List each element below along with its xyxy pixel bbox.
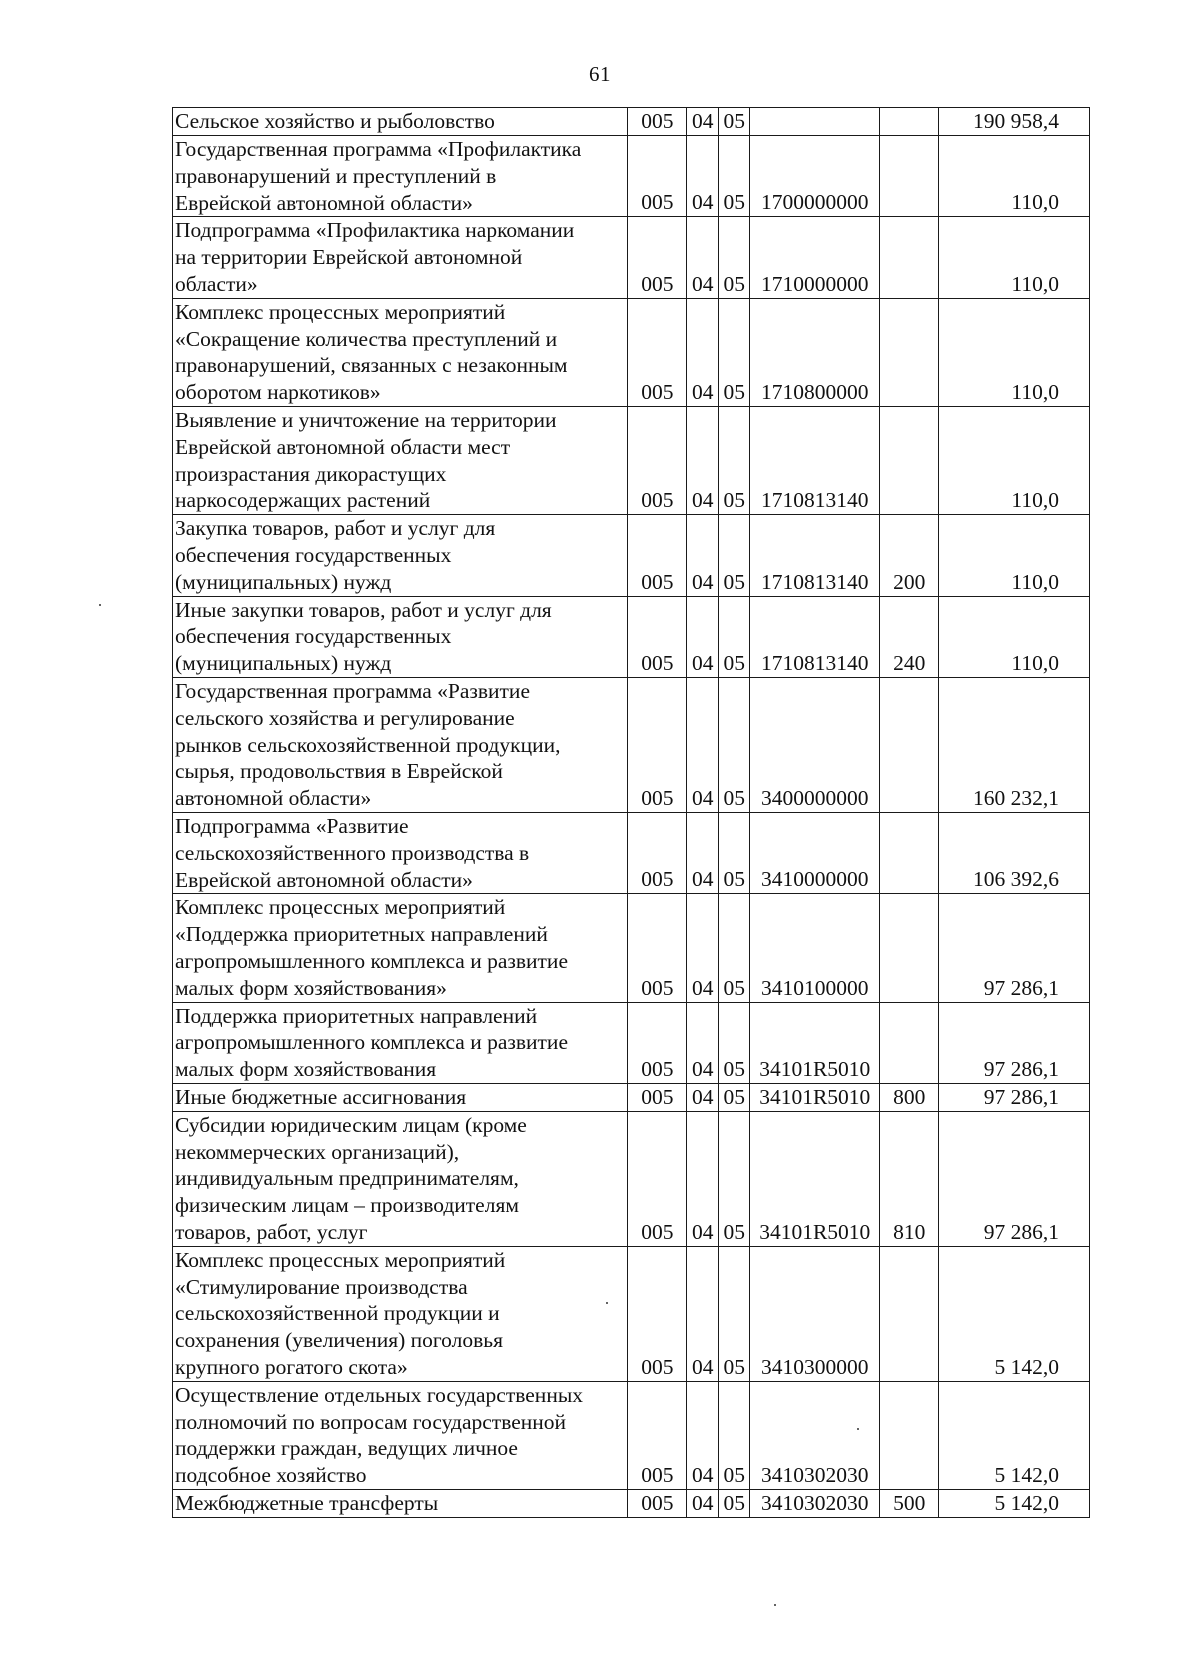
cell-name: Подпрограмма «Профилактика наркомании на территории Еврейской автономной области» [173,217,628,298]
cell-amount: 160 232,1 [939,677,1090,812]
cell-amount: 110,0 [939,298,1090,406]
cell-rz: 04 [687,1002,719,1083]
table-row [173,515,1090,596]
cell-vr [880,136,939,217]
cell-name: Выявление и уничтожение на территории Еврейской автономной области мест произрастания дикорастущих наркосодержащих растений [173,406,628,514]
table-row [173,108,1090,136]
cell-rz: 04 [687,1246,719,1381]
budget-table [172,107,1090,1518]
cell-rz: 04 [687,1381,719,1489]
table-row [173,1490,1090,1518]
cell-amount: 110,0 [939,406,1090,514]
cell-vr: 500 [880,1490,939,1518]
cell-ved: 005 [628,1083,687,1111]
cell-name: Поддержка приоритетных направлений агропромышленного комплекса и развитие малых форм хозяйствования [173,1002,628,1083]
cell-pr: 05 [719,515,750,596]
cell-rz: 04 [687,406,719,514]
cell-csr: 34101R5010 [750,1002,880,1083]
cell-amount: 5 142,0 [939,1381,1090,1489]
cell-rz: 04 [687,108,719,136]
cell-csr: 1710813140 [750,406,880,514]
cell-name: Подпрограмма «Развитие сельскохозяйственного производства в Еврейской автономной области» [173,812,628,893]
cell-rz: 04 [687,894,719,1002]
cell-name: Субсидии юридическим лицам (кроме некоммерческих организаций), индивидуальным предпринимателям, физическим лицам – производителям товаров, работ, услуг [173,1111,628,1246]
cell-pr: 05 [719,108,750,136]
cell-name: Сельское хозяйство и рыболовство [173,108,628,136]
cell-pr: 05 [719,1381,750,1489]
cell-amount: 97 286,1 [939,1002,1090,1083]
cell-pr: 05 [719,1490,750,1518]
cell-name: Комплекс процессных мероприятий «Стимулирование производства сельскохозяйственной продукции и сохранения (увеличения) поголовья крупного рогатого скота» [173,1246,628,1381]
cell-ved: 005 [628,596,687,677]
table-row [173,136,1090,217]
cell-vr [880,677,939,812]
table-row [173,1111,1090,1246]
cell-amount: 97 286,1 [939,1083,1090,1111]
cell-name: Осуществление отдельных государственных полномочий по вопросам государственной поддержки граждан, ведущих личное подсобное хозяйство [173,1381,628,1489]
cell-csr: 1710000000 [750,217,880,298]
cell-vr: 240 [880,596,939,677]
scan-speck [857,1428,859,1430]
table-body [173,108,1090,1518]
cell-rz: 04 [687,812,719,893]
scan-speck [774,1604,776,1606]
cell-ved: 005 [628,406,687,514]
table-row [173,298,1090,406]
cell-rz: 04 [687,677,719,812]
cell-ved: 005 [628,217,687,298]
cell-pr: 05 [719,217,750,298]
cell-rz: 04 [687,1083,719,1111]
cell-name: Комплекс процессных мероприятий «Поддержка приоритетных направлений агропромышленного комплекса и развитие малых форм хозяйствования» [173,894,628,1002]
table-row [173,217,1090,298]
cell-amount: 97 286,1 [939,1111,1090,1246]
table-row [173,677,1090,812]
cell-vr: 200 [880,515,939,596]
cell-csr: 1710813140 [750,596,880,677]
cell-pr: 05 [719,136,750,217]
cell-amount: 110,0 [939,515,1090,596]
cell-name: Закупка товаров, работ и услуг для обеспечения государственных (муниципальных) нужд [173,515,628,596]
cell-pr: 05 [719,1111,750,1246]
cell-ved: 005 [628,894,687,1002]
cell-ved: 005 [628,1002,687,1083]
table-row [173,1246,1090,1381]
cell-ved: 005 [628,1246,687,1381]
cell-amount: 110,0 [939,596,1090,677]
cell-vr: 800 [880,1083,939,1111]
cell-name: Государственная программа «Профилактика правонарушений и преступлений в Еврейской автономной области» [173,136,628,217]
cell-ved: 005 [628,812,687,893]
cell-ved: 005 [628,1111,687,1246]
cell-rz: 04 [687,1111,719,1246]
cell-amount: 97 286,1 [939,894,1090,1002]
cell-amount: 110,0 [939,217,1090,298]
cell-name: Государственная программа «Развитие сельского хозяйства и регулирование рынков сельскохозяйственной продукции, сырья, продовольствия в Еврейской автономной области» [173,677,628,812]
cell-pr: 05 [719,1002,750,1083]
cell-csr: 3410302030 [750,1490,880,1518]
table-row [173,894,1090,1002]
page-number: 61 [589,62,611,86]
cell-name: Иные закупки товаров, работ и услуг для обеспечения государственных (муниципальных) нужд [173,596,628,677]
cell-csr: 3400000000 [750,677,880,812]
cell-vr [880,1002,939,1083]
cell-csr: 34101R5010 [750,1111,880,1246]
cell-ved: 005 [628,1490,687,1518]
cell-ved: 005 [628,1381,687,1489]
cell-csr: 3410300000 [750,1246,880,1381]
cell-pr: 05 [719,812,750,893]
table-row [173,812,1090,893]
cell-csr: 1710800000 [750,298,880,406]
cell-amount: 190 958,4 [939,108,1090,136]
cell-vr [880,217,939,298]
cell-pr: 05 [719,677,750,812]
cell-ved: 005 [628,298,687,406]
cell-csr: 3410302030 [750,1381,880,1489]
cell-rz: 04 [687,596,719,677]
cell-csr: 3410000000 [750,812,880,893]
cell-pr: 05 [719,298,750,406]
cell-vr [880,894,939,1002]
table-row [173,596,1090,677]
cell-rz: 04 [687,298,719,406]
cell-vr [880,1381,939,1489]
cell-ved: 005 [628,677,687,812]
table-row [173,1381,1090,1489]
cell-csr: 3410100000 [750,894,880,1002]
cell-pr: 05 [719,1246,750,1381]
cell-rz: 04 [687,136,719,217]
cell-vr [880,108,939,136]
cell-pr: 05 [719,894,750,1002]
scan-speck [606,1302,608,1304]
cell-name: Иные бюджетные ассигнования [173,1083,628,1111]
cell-rz: 04 [687,515,719,596]
cell-amount: 106 392,6 [939,812,1090,893]
cell-ved: 005 [628,136,687,217]
cell-vr [880,812,939,893]
cell-vr [880,406,939,514]
cell-name: Комплекс процессных мероприятий «Сокращение количества преступлений и правонарушений, связанных с незаконным оборотом наркотиков» [173,298,628,406]
cell-csr [750,108,880,136]
cell-vr [880,298,939,406]
cell-csr: 1710813140 [750,515,880,596]
cell-rz: 04 [687,217,719,298]
cell-amount: 110,0 [939,136,1090,217]
table-row [173,1002,1090,1083]
cell-csr: 34101R5010 [750,1083,880,1111]
cell-pr: 05 [719,1083,750,1111]
cell-pr: 05 [719,596,750,677]
table-row [173,1083,1090,1111]
cell-rz: 04 [687,1490,719,1518]
cell-name: Межбюджетные трансферты [173,1490,628,1518]
cell-ved: 005 [628,108,687,136]
cell-vr [880,1246,939,1381]
cell-vr: 810 [880,1111,939,1246]
cell-csr: 1700000000 [750,136,880,217]
scan-speck [99,604,101,606]
cell-amount: 5 142,0 [939,1490,1090,1518]
cell-ved: 005 [628,515,687,596]
cell-pr: 05 [719,406,750,514]
cell-amount: 5 142,0 [939,1246,1090,1381]
table-row [173,406,1090,514]
